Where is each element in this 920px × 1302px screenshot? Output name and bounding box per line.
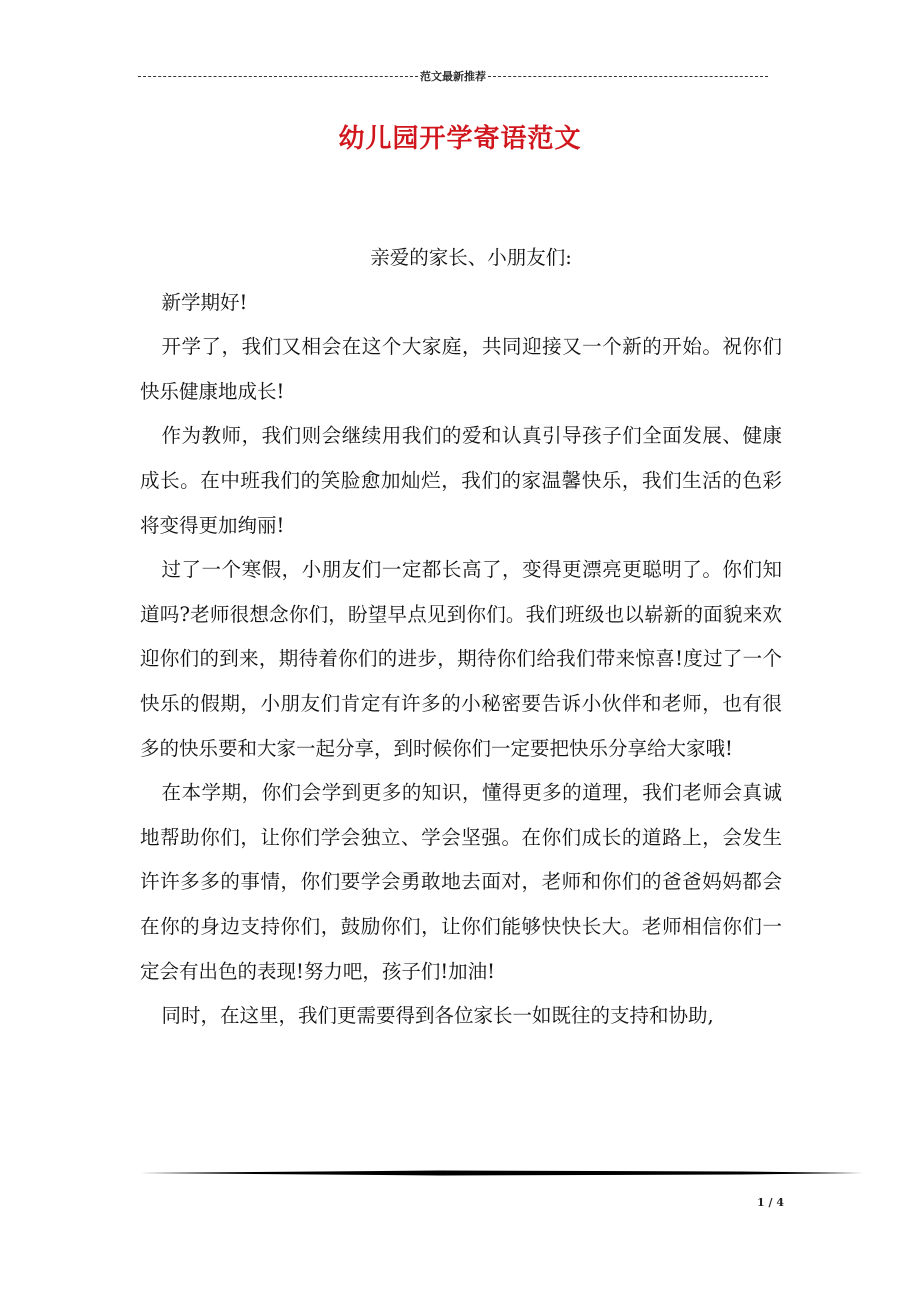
footer-rule <box>140 1170 863 1176</box>
document-body <box>140 236 782 1039</box>
paragraph: 新学期好! <box>161 290 248 314</box>
paragraph: 作为教师，我们则会继续用我们的爱和认真引导孩子们全面发展、健康成长。在中班我们的笑脸愈加灿烂，我们的家温馨快乐，我们生活的色彩将变得更加绚丽! <box>140 424 782 537</box>
page-number: 1 / 4 <box>757 1196 784 1209</box>
paragraph: 开学了，我们又相会在这个大家庭，共同迎接又一个新的开始。祝你们快乐健康地成长! <box>140 335 782 403</box>
header-dash-right <box>488 76 768 77</box>
header-label: 范文最新推荐 <box>420 70 486 83</box>
paragraph: 过了一个寒假，小朋友们一定都长高了，变得更漂亮更聪明了。你们知道吗?老师很想念你们，盼望早点见到你们。我们班级也以崭新的面貌来欢迎你们的到来，期待着你们的进步，期待你们给我们带来惊喜!度过了一个快乐的假期，小朋友们肯定有许多的小秘密要告诉小伙伴和老师，也有很多的快乐要和大家一起分享，到时候你们一定要把快乐分享给大家哦! <box>140 558 782 760</box>
document-title: 幼儿园开学寄语范文 <box>338 124 582 154</box>
paragraph: 同时，在这里，我们更需要得到各位家长一如既往的支持和协助, <box>161 1004 714 1028</box>
header-dash-left <box>138 76 418 77</box>
greeting: 亲爱的家长、小朋友们: <box>370 246 572 269</box>
paragraph: 在本学期，你们会学到更多的知识，懂得更多的道理，我们老师会真诚地帮助你们，让你们学会独立、学会坚强。在你们成长的道路上，会发生许许多多的事情，你们要学会勇敢地去面对，老师和你们的爸爸妈妈都会在你的身边支持你们，鼓励你们，让你们能够快快长大。老师相信你们一定会有出色的表现!努力吧，孩子们!加油! <box>140 781 782 983</box>
page-header <box>138 68 768 84</box>
